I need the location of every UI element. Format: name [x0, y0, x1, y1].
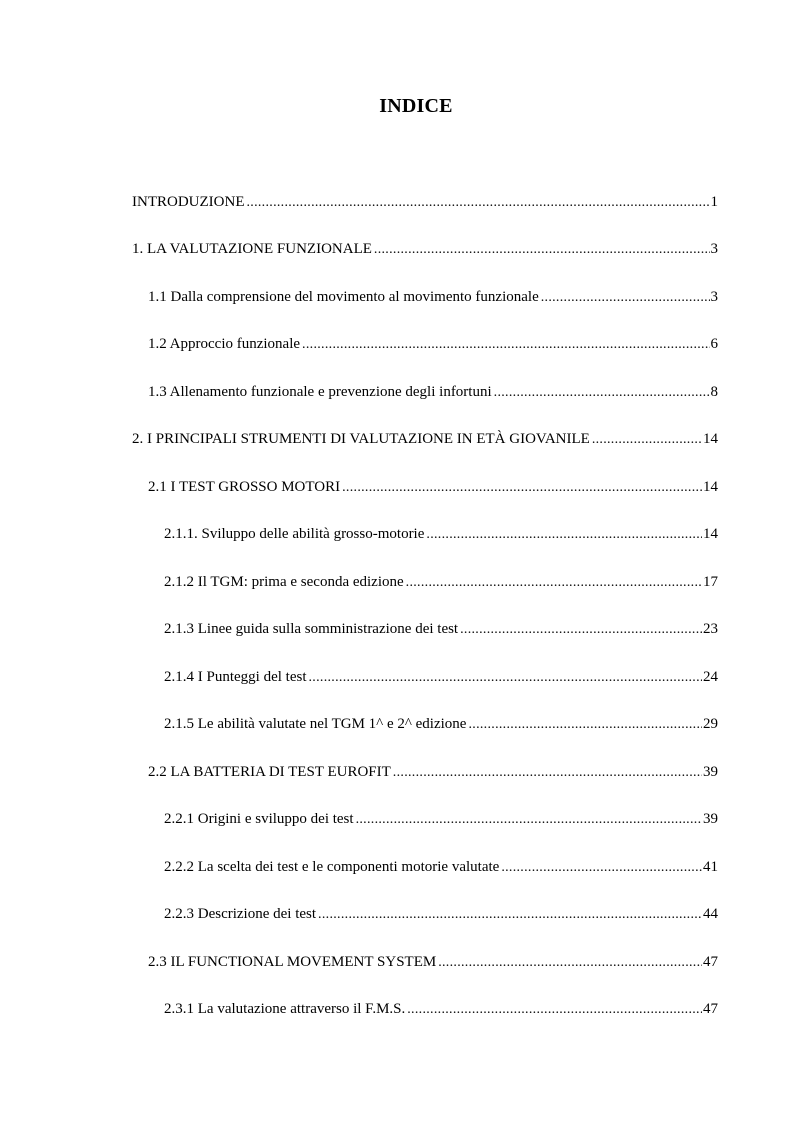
toc-entry-label: INTRODUZIONE: [132, 194, 245, 210]
toc-entry[interactable]: [164, 714, 718, 734]
toc-entry-label: 2.2.3 Descrizione dei test: [164, 906, 317, 922]
toc-entry-page: 17: [703, 574, 718, 590]
toc-entry-page: 39: [703, 764, 718, 780]
toc-entry-label: 2.1.2 Il TGM: prima e seconda edizione: [164, 574, 404, 590]
toc-entry[interactable]: [164, 904, 718, 924]
toc-dot-leader: [438, 953, 702, 973]
toc-entry-label: 1.3 Allenamento funzionale e prevenzione degli infortuni: [148, 384, 492, 400]
toc-entry[interactable]: [164, 619, 718, 639]
toc-entry[interactable]: [132, 239, 718, 259]
toc-entry-label: 2.2.1 Origini e sviluppo dei test: [164, 811, 354, 827]
toc-entry-label: 2. I PRINCIPALI STRUMENTI DI VALUTAZIONE IN ETÀ GIOVANILE: [132, 431, 590, 447]
toc-entry-page: 39: [703, 811, 718, 827]
toc-entry[interactable]: [164, 999, 718, 1019]
toc-entry-label: 2.2.2 La scelta dei test e le componenti motorie valutate: [164, 859, 500, 875]
toc-entry-label: 1. LA VALUTAZIONE FUNZIONALE: [132, 241, 372, 257]
toc-entry[interactable]: [148, 334, 718, 354]
toc-entry[interactable]: [164, 857, 718, 877]
toc-entry[interactable]: [148, 382, 718, 402]
toc-entry-page: 14: [703, 431, 718, 447]
toc-entry-label: 1.1 Dalla comprensione del movimento al movimento funzionale: [148, 289, 539, 305]
toc-entry[interactable]: [148, 477, 718, 497]
toc-entry-label: 1.2 Approccio funzionale: [148, 336, 301, 352]
toc-entry-page: 14: [703, 479, 718, 495]
toc-dot-leader: [406, 573, 702, 593]
toc-dot-leader: [302, 335, 709, 355]
toc-entry[interactable]: [132, 429, 718, 449]
toc-dot-leader: [309, 668, 703, 688]
toc-dot-leader: [393, 763, 702, 783]
toc-entry[interactable]: [164, 572, 718, 592]
toc-entry[interactable]: [164, 809, 718, 829]
toc-dot-leader: [342, 478, 702, 498]
toc-entry-label: 2.1.3 Linee guida sulla somministrazione dei test: [164, 621, 459, 637]
toc-entry-page: 14: [703, 526, 718, 542]
toc-entry[interactable]: [164, 524, 718, 544]
toc-dot-leader: [460, 620, 702, 640]
toc-entry[interactable]: [132, 192, 718, 212]
toc-entry-label: 2.1.5 Le abilità valutate nel TGM 1^ e 2^ edizione: [164, 716, 467, 732]
toc-entry[interactable]: [148, 287, 718, 307]
toc-dot-leader: [501, 858, 702, 878]
toc-dot-leader: [468, 715, 702, 735]
toc-entry[interactable]: [148, 952, 718, 972]
toc-entry-page: 24: [703, 669, 718, 685]
toc-dot-leader: [246, 193, 709, 213]
page-title: INDICE: [379, 95, 453, 117]
toc-entry-label: 2.1 I TEST GROSSO MOTORI: [148, 479, 341, 495]
toc-entry-page: 47: [703, 1001, 718, 1017]
toc-entry-label: 2.1.1. Sviluppo delle abilità grosso-motorie: [164, 526, 425, 542]
toc-dot-leader: [356, 810, 702, 830]
toc-dot-leader: [541, 288, 710, 308]
toc-dot-leader: [318, 905, 702, 925]
toc-entry-page: 3: [710, 289, 718, 305]
toc-dot-leader: [494, 383, 710, 403]
toc-entry-page: 41: [703, 859, 718, 875]
toc-dot-leader: [592, 430, 702, 450]
toc-entry-label: 2.2 LA BATTERIA DI TEST EUROFIT: [148, 764, 391, 780]
toc-entry-page: 44: [703, 906, 718, 922]
toc-dot-leader: [426, 525, 702, 545]
toc-entry[interactable]: [148, 762, 718, 782]
toc-entry-label: 2.3.1 La valutazione attraverso il F.M.S.: [164, 1001, 406, 1017]
toc-entry-label: 2.3 IL FUNCTIONAL MOVEMENT SYSTEM: [148, 954, 437, 970]
toc-entry-page: 3: [710, 241, 718, 257]
toc-dot-leader: [374, 240, 710, 260]
toc-entry-label: 2.1.4 I Punteggi del test: [164, 669, 307, 685]
toc-entry-page: 23: [703, 621, 718, 637]
toc-dot-leader: [407, 1000, 702, 1020]
toc-entry[interactable]: [164, 667, 718, 687]
toc-entry-page: 1: [710, 194, 718, 210]
toc-entry-page: 8: [710, 384, 718, 400]
toc-entry-page: 47: [703, 954, 718, 970]
toc-entry-page: 6: [710, 336, 718, 352]
toc-entry-page: 29: [703, 716, 718, 732]
